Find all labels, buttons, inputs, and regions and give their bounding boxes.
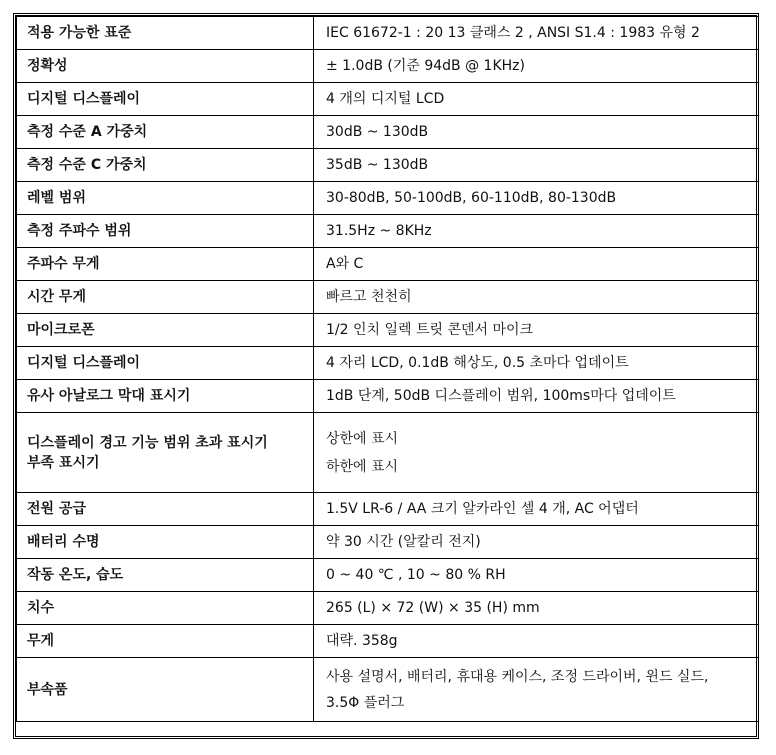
row-value: 1.5V LR-6 / AA 크기 알카라인 셀 4 개, AC 어댑터 [314,493,759,526]
row-label: 배터리 수명 [17,526,314,559]
table-row [17,493,759,526]
row-value: 4 개의 디지털 LCD [314,83,759,116]
table-row [17,559,759,592]
table-row [17,149,759,182]
table-row [17,413,759,493]
table-row [17,347,759,380]
row-value: 대략. 358g [314,625,759,658]
spec-table [16,16,759,722]
row-label: 무게 [17,625,314,658]
row-label: 마이크로폰 [17,314,314,347]
row-label: 측정 수준 C 가중치 [17,149,314,182]
row-value: 30-80dB, 50-100dB, 60-110dB, 80-130dB [314,182,759,215]
row-label: 디지털 디스플레이 [17,347,314,380]
row-value: 31.5Hz ~ 8KHz [314,215,759,248]
row-label: 유사 아날로그 막대 표시기 [17,380,314,413]
row-label: 적용 가능한 표준 [17,17,314,50]
row-label: 부속품 [17,658,314,722]
row-value: 1dB 단계, 50dB 디스플레이 범위, 100ms마다 업데이트 [314,380,759,413]
row-label-line: 부족 표시기 [27,454,100,471]
table-row [17,182,759,215]
row-value: 빠르고 천천히 [314,281,759,314]
row-label: 측정 주파수 범위 [17,215,314,248]
row-value: 35dB ~ 130dB [314,149,759,182]
row-label: 시간 무게 [17,281,314,314]
row-label: 레벨 범위 [17,182,314,215]
row-value: 265 (L) × 72 (W) × 35 (H) mm [314,592,759,625]
row-value: 1/2 인치 일렉 트릿 콘덴서 마이크 [314,314,759,347]
row-label: 전원 공급 [17,493,314,526]
row-label: 치수 [17,592,314,625]
table-row [17,526,759,559]
table-row [17,625,759,658]
table-row [17,281,759,314]
row-value: 30dB ~ 130dB [314,116,759,149]
row-label: 작동 온도, 습도 [17,559,314,592]
table-row [17,17,759,50]
row-value: ± 1.0dB (기준 94dB @ 1KHz) [314,50,759,83]
table-row [17,215,759,248]
row-label: 주파수 무게 [17,248,314,281]
row-value-gap [326,449,758,457]
table-row [17,83,759,116]
table-row [17,248,759,281]
row-label [17,413,314,493]
row-label: 정확성 [17,50,314,83]
row-label: 측정 수준 A 가중치 [17,116,314,149]
row-value: IEC 61672-1 : 20 13 클래스 2 , ANSI S1.4 : 1983 유형 2 [314,17,759,50]
table-row [17,592,759,625]
table-row [17,314,759,347]
row-value [314,413,759,493]
row-value: A와 C [314,248,759,281]
row-value-line: 상한에 표시 [326,430,399,447]
row-value: 4 자리 LCD, 0.1dB 해상도, 0.5 초마다 업데이트 [314,347,759,380]
row-value: 0 ~ 40 ℃ , 10 ~ 80 % RH [314,559,759,592]
table-row [17,380,759,413]
row-value: 사용 설명서, 배터리, 휴대용 케이스, 조정 드라이버, 윈드 실드, 3.5Φ 플러그 [314,658,759,722]
row-label-line: 디스플레이 경고 기능 범위 초과 표시기 [27,434,268,451]
table-row [17,116,759,149]
row-label: 디지털 디스플레이 [17,83,314,116]
row-value: 약 30 시간 (알칼리 전지) [314,526,759,559]
table-row [17,658,759,722]
table-row [17,50,759,83]
row-value-line: 하한에 표시 [326,458,399,475]
